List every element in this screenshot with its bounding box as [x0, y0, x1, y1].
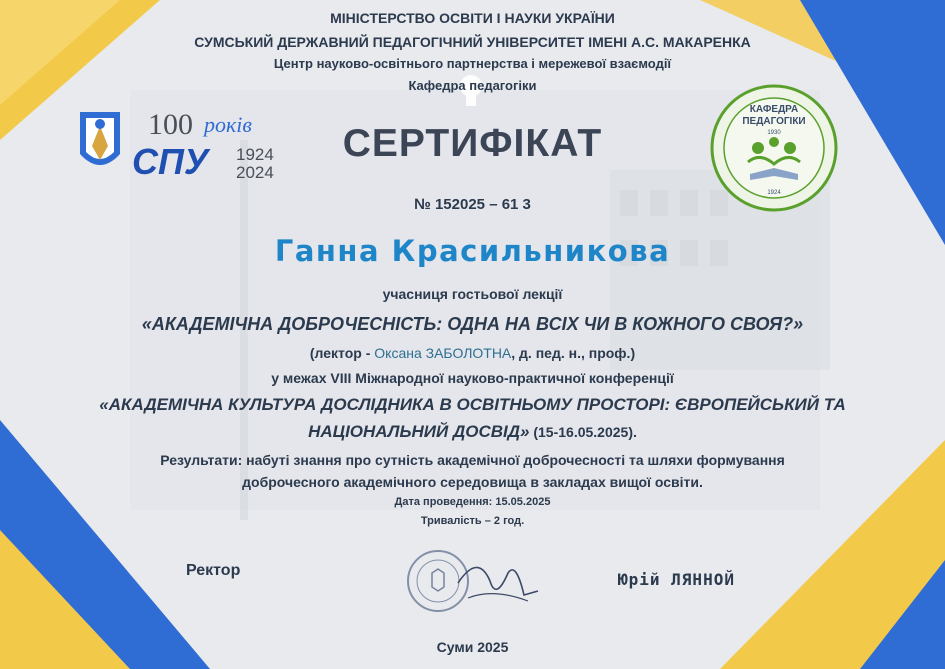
results-line2: доброчесного академічного середовища в закладах вищої освіти. — [242, 474, 703, 490]
centre-heading: Центр науково-освітнього партнерства і мережевої взаємодії — [273, 56, 672, 71]
logo-founded: 1930 — [767, 130, 781, 136]
department-heading: Кафедра педагогіки — [408, 78, 537, 93]
logo-abbr: СПУ — [132, 141, 209, 182]
city-year: Суми 2025 — [436, 639, 509, 655]
event-date: Дата проведення: 15.05.2025 — [394, 496, 551, 508]
recipient-role: учасниця гостьової лекції — [382, 286, 563, 302]
conference-title-line2 — [0, 422, 945, 442]
conference-dates: (15-16.05.2025). — [529, 424, 637, 440]
logo-year-to: 2024 — [236, 163, 274, 182]
lector-suffix: , д. пед. н., проф.) — [511, 345, 636, 361]
logo-year: 1924 — [767, 190, 781, 196]
ministry-heading: МІНІСТЕРСТВО ОСВІТИ І НАУКИ УКРАЇНИ — [330, 10, 615, 26]
results-line1: Результати: набуті знання про сутність академічної доброчесності та шляхи формування — [160, 452, 785, 468]
logo-years-word: років — [204, 112, 252, 137]
logo-dept-line2: ПЕДАГОГІКИ — [742, 116, 806, 127]
conference-title-line1: «АКАДЕМІЧНА КУЛЬТУРА ДОСЛІДНИКА В ОСВІТНЬОМУ ПРОСТОРІ: ЄВРОПЕЙСЬКИЙ ТА — [99, 395, 846, 414]
university-heading: СУМСЬКИЙ ДЕРЖАВНИЙ ПЕДАГОГІЧНИЙ УНІВЕРСИТЕТ ІМЕНІ А.С. МАКАРЕНКА — [194, 34, 751, 50]
conference-intro: у межах VIII Міжнародної науково-практичної конференції — [271, 370, 674, 386]
rector-label: Ректор — [186, 562, 241, 579]
lecture-title: «АКАДЕМІЧНА ДОБРОЧЕСНІСТЬ: ОДНА НА ВСІХ ЧИ В КОЖНОГО СВОЯ?» — [141, 314, 804, 334]
logo-years-number: 100 — [148, 108, 193, 141]
official-stamp — [398, 543, 543, 621]
recipient-name: Ганна Красильникова — [274, 234, 671, 268]
event-duration: Тривалість – 2 год. — [420, 515, 525, 527]
lector-name: Оксана ЗАБОЛОТНА — [374, 345, 512, 361]
conference-title-line2-text: НАЦІОНАЛЬНИЙ ДОСВІД» — [308, 422, 530, 441]
certificate-number: № 152025 – 61 3 — [414, 196, 531, 213]
lector-prefix: (лектор - — [309, 345, 375, 361]
logo-dept-line1: КАФЕДРА — [749, 104, 799, 115]
signer-name: Юрій ЛЯННОЙ — [618, 570, 735, 589]
certificate-title: СЕРТИФІКАТ — [342, 122, 603, 165]
logo-year-from: 1924 — [236, 145, 274, 164]
lector-line — [0, 345, 945, 361]
